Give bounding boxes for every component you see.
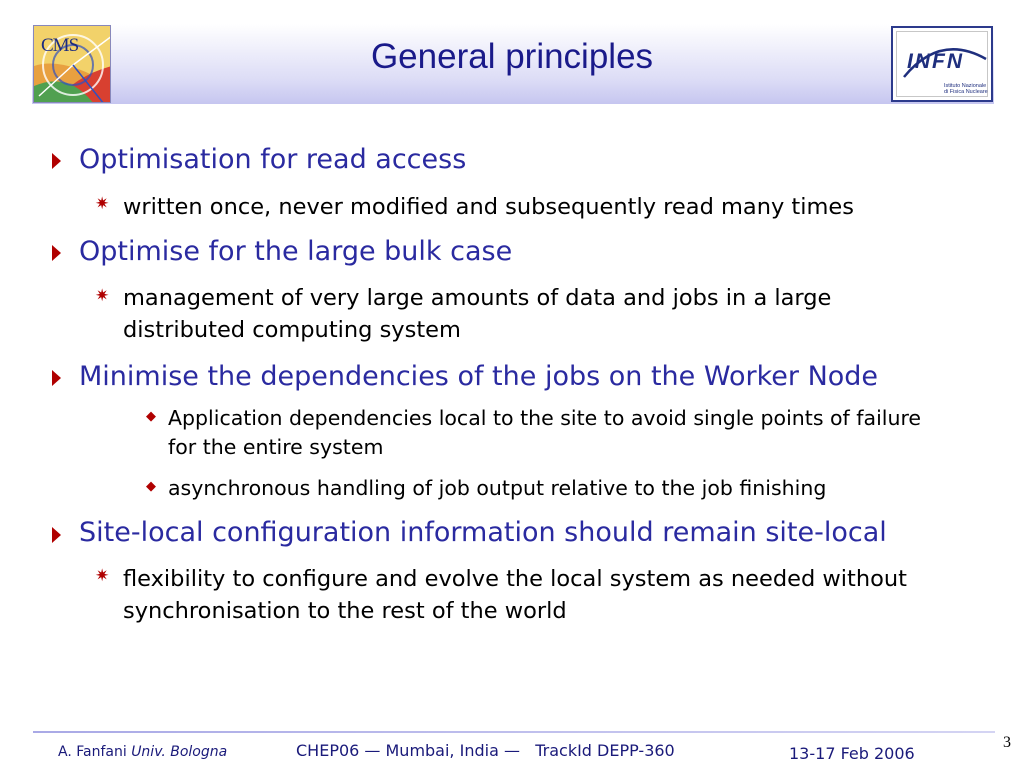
asterisk-star-icon: ✷	[95, 286, 110, 306]
bullet-level2: management of very large amounts of data and jobs in a large distributed computing system	[123, 285, 832, 343]
bullet-level1: Optimise for the large bulk case	[79, 236, 513, 267]
bullet-level3: Application dependencies local to the site to avoid single points of failure for the entire system	[168, 406, 922, 459]
triangle-right-icon	[52, 153, 61, 169]
bullet-level1: Site-local configuration information should remain site-local	[79, 517, 887, 548]
infn-logo-text: INFN	[907, 50, 964, 73]
bullet-level1: Optimisation for read access	[79, 144, 467, 175]
asterisk-star-icon: ✷	[95, 566, 110, 586]
diamond-icon: ◆	[146, 479, 156, 494]
triangle-right-icon	[52, 527, 61, 543]
bullet-level3: asynchronous handling of job output relative to the job finishing	[168, 476, 827, 500]
infn-subtitle-line2: di Fisica Nucleare	[944, 89, 988, 95]
asterisk-star-icon: ✷	[95, 194, 110, 214]
infn-subtitle-line1: Istituto Nazionale	[944, 83, 987, 89]
footer-author-name: A. Fanfani	[58, 744, 127, 760]
triangle-right-icon	[52, 245, 61, 261]
bullet-level1: Minimise the dependencies of the jobs on the Worker Node	[79, 361, 879, 392]
triangle-right-icon	[52, 370, 61, 386]
footer-author	[58, 744, 227, 760]
slide-title: General principles	[370, 37, 654, 76]
bullet-level2: written once, never modified and subsequently read many times	[123, 194, 854, 220]
footer-institution: Univ. Bologna	[131, 744, 228, 760]
diamond-icon: ◆	[146, 409, 156, 424]
cms-logo-text: CMS	[41, 35, 79, 56]
footer-date: 13-17 Feb 2006	[789, 744, 915, 763]
footer-conference: CHEP06 — Mumbai, India — TrackId DEPP-360	[296, 741, 675, 760]
page-number: 3	[1003, 734, 1011, 751]
footer-divider	[33, 731, 995, 733]
bullet-level2: flexibility to configure and evolve the local system as needed without synchronisation to the rest of the world	[123, 566, 907, 624]
